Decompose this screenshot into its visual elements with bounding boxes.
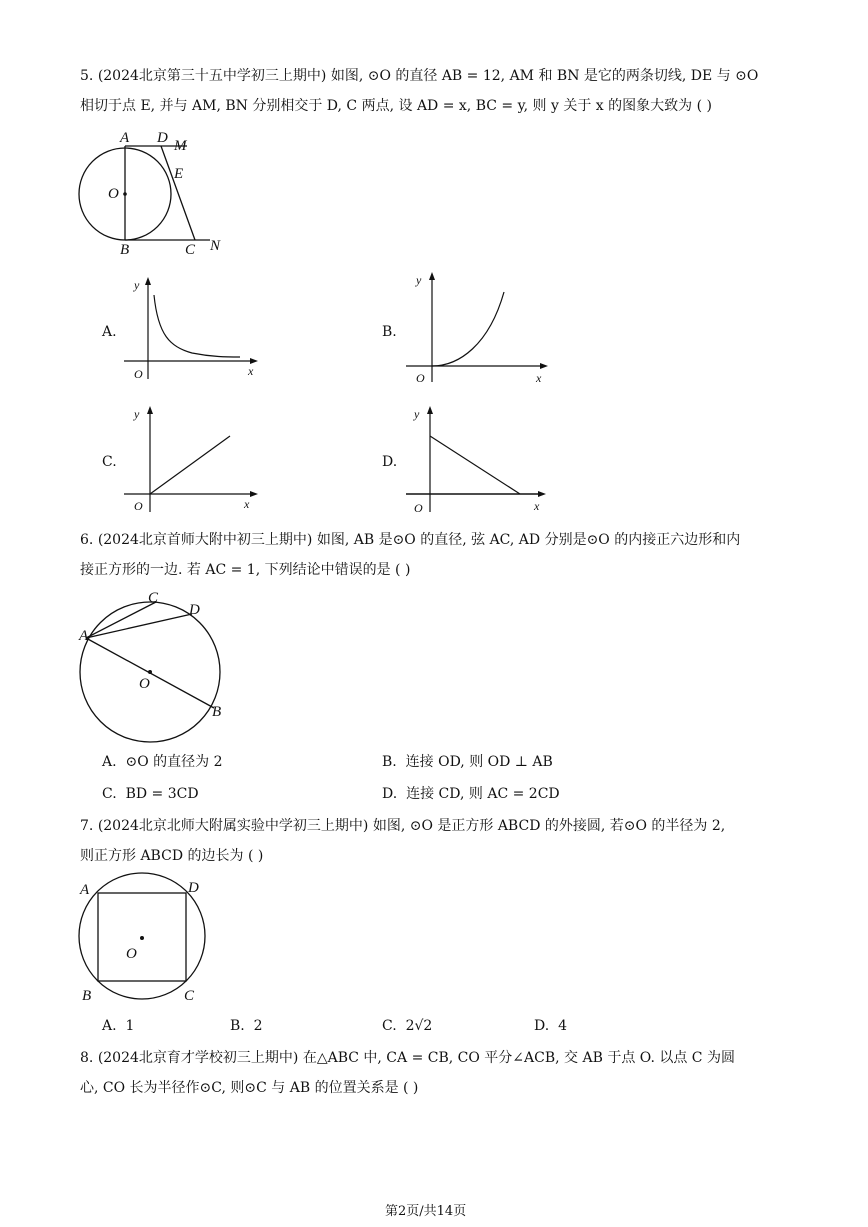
q5-option-C-label: C. xyxy=(102,454,117,470)
q6-option-B-label: B. xyxy=(382,754,397,770)
q5-option-B-graph xyxy=(404,270,554,385)
q7-option-D xyxy=(534,1016,567,1036)
q7-option-B-text: 2 xyxy=(253,1018,263,1034)
q7-option-A-text: 1 xyxy=(125,1018,135,1034)
q5-A-y-label: y xyxy=(134,278,140,292)
q7-option-A xyxy=(102,1016,134,1036)
q5-label-E: E xyxy=(174,166,184,182)
q5-A-origin-label: O xyxy=(134,367,143,381)
q7-option-C-text: 2√2 xyxy=(405,1018,433,1034)
q5-figure xyxy=(72,128,232,258)
q7-figure xyxy=(76,876,226,1006)
q7-option-D-label: D. xyxy=(534,1018,550,1034)
q5-label-A: A xyxy=(120,130,130,146)
q7-option-C-label: C. xyxy=(382,1018,397,1034)
q5-option-B-label: B. xyxy=(382,324,397,340)
q6-figure xyxy=(76,590,236,750)
q7-line-1 xyxy=(80,816,725,836)
q6-option-D-label: D. xyxy=(382,786,398,802)
q7-option-B xyxy=(230,1016,263,1036)
q6-option-A-label: A. xyxy=(102,754,117,770)
page-footer: 第2页/共14页 xyxy=(385,1204,467,1219)
q5-A-x-label: x xyxy=(248,364,254,378)
q5-C-x-label: x xyxy=(244,497,250,511)
q6-text-1: (2024北京首师大附中初三上期中) 如图, AB 是⊙O 的直径, 弦 AC, AD 分别是⊙O 的内接正六边形和内 xyxy=(97,532,741,548)
q6-label-D: D xyxy=(189,602,200,618)
q7-number: 7. xyxy=(80,818,94,834)
q6-option-B-text: 连接 OD, 则 OD ⊥ AB xyxy=(405,754,553,770)
q6-option-C xyxy=(102,784,199,804)
q5-label-C: C xyxy=(185,242,196,258)
q7-option-C xyxy=(382,1016,432,1036)
q7-line-2: 则正方形 ABCD 的边长为 ( ) xyxy=(80,848,264,864)
q7-label-A: A xyxy=(80,882,90,898)
q6-option-C-text: BD = 3CD xyxy=(125,786,199,802)
q6-option-D-text: 连接 CD, 则 AC = 2CD xyxy=(406,786,560,802)
q8-number: 8. xyxy=(80,1050,94,1066)
q8-text-1: (2024北京育才学校初三上期中) 在△ABC 中, CA = CB, CO 平分∠ACB, 交 AB 于点 O. 以点 C 为圆 xyxy=(97,1050,735,1066)
q6-label-O: O xyxy=(139,676,150,692)
q6-number: 6. xyxy=(80,532,94,548)
q5-D-x-label: x xyxy=(534,499,540,513)
q7-text-1: (2024北京北师大附属实验中学初三上期中) 如图, ⊙O 是正方形 ABCD 的外接圆, 若⊙O 的半径为 2, xyxy=(97,818,726,834)
q6-label-C: C xyxy=(148,590,159,606)
q8-line-2: 心, CO 长为半径作⊙C, 则⊙C 与 AB 的位置关系是 ( ) xyxy=(80,1080,419,1096)
q6-line-2: 接正方形的一边. 若 AC = 1, 下列结论中错误的是 ( ) xyxy=(80,562,411,578)
q5-label-B: B xyxy=(120,242,130,258)
q5-D-y-label: y xyxy=(414,407,420,421)
q6-option-B xyxy=(382,752,553,772)
q5-C-origin-label: O xyxy=(134,499,143,513)
q5-label-O: O xyxy=(108,186,119,202)
q7-label-O: O xyxy=(126,946,137,962)
q5-C-y-label: y xyxy=(134,407,140,421)
q5-line-1 xyxy=(80,66,758,86)
q6-option-A-text: ⊙O 的直径为 2 xyxy=(125,754,223,770)
q7-label-D: D xyxy=(188,880,199,896)
q7-label-C: C xyxy=(184,988,195,1004)
q5-D-origin-label: O xyxy=(414,501,423,515)
q6-line-1 xyxy=(80,530,740,550)
q7-option-B-label: B. xyxy=(230,1018,245,1034)
q5-text-1: (2024北京第三十五中学初三上期中) 如图, ⊙O 的直径 AB = 12, AM 和 BN 是它的两条切线, DE 与 ⊙O xyxy=(97,68,759,84)
q5-label-M: M xyxy=(174,138,187,154)
q7-option-A-label: A. xyxy=(102,1018,117,1034)
q5-B-y-label: y xyxy=(416,273,422,287)
q6-option-D xyxy=(382,784,560,804)
q6-label-B: B xyxy=(212,704,222,720)
q6-label-A: A xyxy=(79,628,89,644)
q5-B-origin-label: O xyxy=(416,371,425,385)
q5-option-A-label: A. xyxy=(102,324,117,340)
q7-label-B: B xyxy=(82,988,92,1004)
q5-option-D-graph xyxy=(404,404,554,519)
q5-number: 5. xyxy=(80,68,94,84)
q5-line-2: 相切于点 E, 并与 AM, BN 分别相交于 D, C 两点, 设 AD = x, BC = y, 则 y 关于 x 的图象大致为 ( ) xyxy=(80,98,712,114)
q6-option-A xyxy=(102,752,222,772)
q5-label-N: N xyxy=(210,238,221,254)
q5-label-D: D xyxy=(157,130,168,146)
q5-option-A-graph xyxy=(122,275,262,385)
q7-option-D-text: 4 xyxy=(558,1018,568,1034)
q5-B-x-label: x xyxy=(536,371,542,385)
q8-line-1 xyxy=(80,1048,735,1068)
q5-option-C-graph xyxy=(122,404,262,519)
q6-option-C-label: C. xyxy=(102,786,117,802)
q5-option-D-label: D. xyxy=(382,454,398,470)
